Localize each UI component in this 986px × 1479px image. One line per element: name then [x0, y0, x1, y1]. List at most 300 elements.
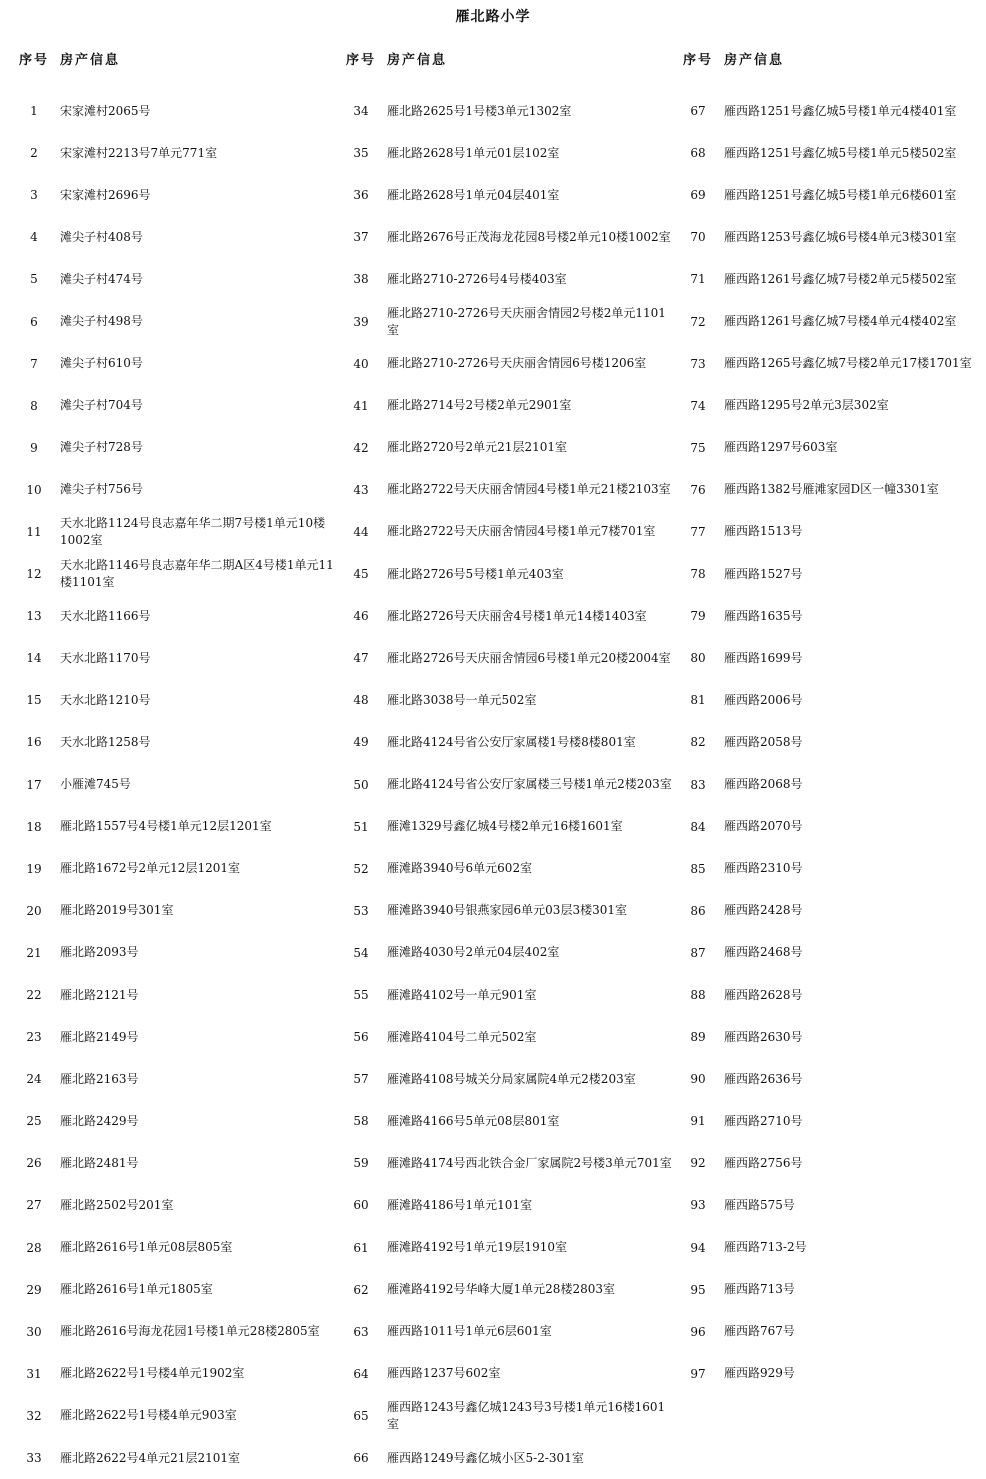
row-number: 50 [353, 777, 369, 792]
table-row [341, 1395, 673, 1437]
row-property-info: 雁西路2006号 [724, 692, 803, 707]
table-rows [14, 90, 344, 1479]
header-number: 序号 [682, 52, 713, 68]
row-number: 89 [690, 1030, 706, 1045]
row-number: 2 [30, 146, 38, 161]
table-row [678, 511, 986, 553]
row-number: 66 [353, 1451, 369, 1466]
row-property-info: 天水北路1124号良志嘉年华二期7号楼1单元10楼1002室 [60, 515, 326, 547]
table-rows [341, 90, 673, 1479]
row-number: 88 [690, 988, 706, 1003]
table-row [14, 1142, 344, 1184]
row-property-info: 雁北路2628号1单元04层401室 [387, 187, 560, 202]
row-property-info: 雁西路929号 [724, 1366, 795, 1381]
table-row [14, 1311, 344, 1353]
table-row [14, 1184, 344, 1226]
row-property-info: 雁西路1243号鑫亿城1243号3号楼1单元16楼1601室 [387, 1399, 666, 1431]
row-number: 30 [26, 1324, 42, 1339]
row-property-info: 雁西路575号 [724, 1197, 795, 1212]
row-number: 31 [26, 1366, 42, 1381]
row-number: 15 [26, 693, 42, 708]
table-row [678, 1184, 986, 1226]
table-row [14, 300, 344, 342]
table-row [678, 469, 986, 511]
table-row [14, 1437, 344, 1479]
table-row [341, 427, 673, 469]
row-number: 36 [353, 188, 369, 203]
table-row [678, 427, 986, 469]
row-number: 43 [353, 482, 369, 497]
row-number: 51 [353, 819, 369, 834]
row-number: 73 [690, 356, 706, 371]
table-row [341, 300, 673, 342]
table-row [14, 637, 344, 679]
row-property-info: 雁北路2502号201室 [60, 1197, 174, 1212]
row-number: 63 [353, 1324, 369, 1339]
row-property-info: 雁滩路4102号一单元901室 [387, 987, 537, 1002]
table-row [341, 258, 673, 300]
row-number: 75 [690, 440, 706, 455]
row-number: 45 [353, 567, 369, 582]
row-property-info: 雁北路2628号1单元01层102室 [387, 145, 560, 160]
table-row [678, 679, 986, 721]
table-row [678, 890, 986, 932]
row-number: 32 [26, 1408, 42, 1423]
table-row [14, 427, 344, 469]
row-property-info: 滩尖子村756号 [60, 482, 143, 497]
row-number: 70 [690, 230, 706, 245]
table-row [678, 848, 986, 890]
row-property-info: 雁北路2121号 [60, 987, 139, 1002]
page-title: 雁北路小学 [455, 9, 531, 25]
table-row [14, 258, 344, 300]
row-property-info: 雁滩路4166号5单元08层801室 [387, 1113, 560, 1128]
table-rows [678, 90, 986, 1395]
row-number: 59 [353, 1156, 369, 1171]
row-number: 4 [30, 230, 38, 245]
row-number: 8 [30, 398, 38, 413]
row-property-info: 雁北路2616号1单元08层805室 [60, 1240, 233, 1255]
row-property-info: 天水北路1170号 [60, 650, 151, 665]
row-property-info: 天水北路1166号 [60, 608, 151, 623]
row-number: 77 [690, 524, 706, 539]
row-number: 34 [353, 104, 369, 119]
row-property-info: 雁西路1251号鑫亿城5号楼1单元4楼401室 [724, 103, 957, 118]
row-property-info: 雁西路1295号2单元3层302室 [724, 398, 889, 413]
row-property-info: 雁北路4124号省公安厅家属楼三号楼1单元2楼203室 [387, 777, 672, 792]
row-number: 46 [353, 609, 369, 624]
row-number: 13 [26, 609, 42, 624]
row-property-info: 滩尖子村408号 [60, 229, 143, 244]
table-row [678, 258, 986, 300]
row-number: 95 [690, 1282, 706, 1297]
row-number: 65 [353, 1408, 369, 1423]
table-column-1 [14, 48, 344, 1479]
row-number: 25 [26, 1114, 42, 1129]
row-property-info: 雁西路2428号 [724, 903, 803, 918]
row-property-info: 雁北路2726号天庆丽舍4号楼1单元14楼1403室 [387, 608, 647, 623]
row-property-info: 雁西路2070号 [724, 819, 803, 834]
row-number: 52 [353, 861, 369, 876]
row-number: 1 [30, 104, 38, 119]
table-row [341, 1142, 673, 1184]
row-number: 39 [353, 314, 369, 329]
table-row [678, 1311, 986, 1353]
row-number: 49 [353, 735, 369, 750]
table-row [678, 1227, 986, 1269]
row-number: 83 [690, 777, 706, 792]
row-property-info: 雁北路2720号2单元21层2101室 [387, 440, 567, 455]
table-row [678, 595, 986, 637]
row-number: 22 [26, 988, 42, 1003]
row-number: 7 [30, 356, 38, 371]
table-row [341, 1353, 673, 1395]
row-property-info: 雁西路1297号603室 [724, 440, 838, 455]
row-property-info: 雁北路2622号1号楼4单元1902室 [60, 1366, 245, 1381]
table-row [678, 764, 986, 806]
table-row [14, 974, 344, 1016]
row-property-info: 雁滩路3940号6单元602室 [387, 861, 533, 876]
row-number: 69 [690, 188, 706, 203]
table-row [341, 806, 673, 848]
table-header [678, 48, 986, 68]
table-row [341, 1058, 673, 1100]
table-column-2 [341, 48, 673, 1479]
table-row [341, 1016, 673, 1058]
header-number: 序号 [345, 52, 376, 68]
row-property-info: 雁西路2058号 [724, 734, 803, 749]
row-number: 84 [690, 819, 706, 834]
row-property-info: 雁北路2622号1号楼4单元903室 [60, 1408, 237, 1423]
row-property-info: 雁西路1253号鑫亿城6号楼4单元3楼301室 [724, 229, 957, 244]
row-number: 58 [353, 1114, 369, 1129]
row-property-info: 雁西路2756号 [724, 1155, 803, 1170]
table-row [14, 806, 344, 848]
row-property-info: 雁西路2310号 [724, 861, 803, 876]
row-number: 14 [26, 651, 42, 666]
row-number: 86 [690, 903, 706, 918]
row-property-info: 雁北路4124号省公安厅家属楼1号楼8楼801室 [387, 734, 636, 749]
row-property-info: 雁北路2710-2726号天庆丽舍情园6号楼1206室 [387, 356, 647, 371]
row-property-info: 雁西路2636号 [724, 1071, 803, 1086]
row-number: 20 [26, 903, 42, 918]
row-number: 37 [353, 230, 369, 245]
table-column-3 [678, 48, 986, 1395]
table-row [341, 385, 673, 427]
row-property-info: 雁北路2616号海龙花园1号楼1单元28楼2805室 [60, 1324, 320, 1339]
row-number: 29 [26, 1282, 42, 1297]
row-property-info: 雁北路2722号天庆丽舍情园4号楼1单元7楼701室 [387, 524, 656, 539]
table-row [14, 132, 344, 174]
row-number: 78 [690, 567, 706, 582]
table-row [678, 974, 986, 1016]
row-property-info: 雁西路2068号 [724, 777, 803, 792]
header-number: 序号 [18, 52, 49, 68]
row-property-info: 雁西路1261号鑫亿城7号楼4单元4楼402室 [724, 314, 957, 329]
table-row [678, 174, 986, 216]
table-row [341, 174, 673, 216]
row-number: 62 [353, 1282, 369, 1297]
row-property-info: 天水北路1146号良志嘉年华二期A区4号楼1单元11楼1101室 [60, 558, 334, 590]
table-row [341, 1311, 673, 1353]
table-row [341, 932, 673, 974]
table-row [14, 385, 344, 427]
row-property-info: 滩尖子村474号 [60, 271, 143, 286]
table-header [341, 48, 673, 68]
table-row [678, 1016, 986, 1058]
row-number: 12 [26, 567, 42, 582]
row-number: 44 [353, 524, 369, 539]
row-property-info: 雁滩路4108号城关分局家属院4单元2楼203室 [387, 1071, 636, 1086]
table-row [341, 1184, 673, 1226]
table-row [678, 90, 986, 132]
table-row [341, 1227, 673, 1269]
header-property-info: 房产信息 [724, 52, 785, 68]
row-number: 18 [26, 819, 42, 834]
table-row [14, 595, 344, 637]
row-property-info: 雁西路2630号 [724, 1029, 803, 1044]
row-number: 10 [26, 482, 42, 497]
row-number: 74 [690, 398, 706, 413]
table-row [678, 1058, 986, 1100]
row-property-info: 雁北路2429号 [60, 1113, 139, 1128]
table-row [14, 1058, 344, 1100]
table-row [341, 679, 673, 721]
row-property-info: 宋家滩村2065号 [60, 103, 151, 118]
table-row [678, 1353, 986, 1395]
row-number: 71 [690, 272, 706, 287]
row-number: 42 [353, 440, 369, 455]
table-row [341, 553, 673, 595]
table-row [341, 1100, 673, 1142]
table-row [341, 511, 673, 553]
table-row [678, 343, 986, 385]
row-property-info: 雁滩路4192号1单元19层1910室 [387, 1240, 567, 1255]
row-property-info: 雁北路2726号天庆丽舍情园6号楼1单元20楼2004室 [387, 650, 671, 665]
row-number: 80 [690, 651, 706, 666]
row-property-info: 雁北路2726号5号楼1单元403室 [387, 566, 564, 581]
row-number: 82 [690, 735, 706, 750]
row-number: 93 [690, 1198, 706, 1213]
row-property-info: 雁北路2722号天庆丽舍情园4号楼1单元21楼2103室 [387, 482, 671, 497]
row-property-info: 雁北路2710-2726号4号楼403室 [387, 271, 567, 286]
row-number: 33 [26, 1451, 42, 1466]
row-property-info: 雁滩路4192号华峰大厦1单元28楼2803室 [387, 1282, 615, 1297]
table-row [678, 932, 986, 974]
table-row [14, 1269, 344, 1311]
row-property-info: 雁北路2710-2726号天庆丽舍情园2号楼2单元1101室 [387, 305, 666, 337]
row-property-info: 雁西路1011号1单元6层601室 [387, 1324, 552, 1339]
table-row [14, 679, 344, 721]
row-property-info: 雁北路2093号 [60, 945, 139, 960]
row-property-info: 雁西路1249号鑫亿城小区5-2-301室 [387, 1450, 584, 1465]
table-row [678, 1142, 986, 1184]
row-number: 64 [353, 1366, 369, 1381]
row-property-info: 雁滩路3940号银燕家园6单元03层3楼301室 [387, 903, 627, 918]
row-number: 87 [690, 945, 706, 960]
row-property-info: 滩尖子村610号 [60, 356, 143, 371]
row-number: 79 [690, 609, 706, 624]
row-number: 17 [26, 777, 42, 792]
table-row [341, 721, 673, 763]
row-property-info: 小雁滩745号 [60, 777, 131, 792]
row-property-info: 雁西路1251号鑫亿城5号楼1单元6楼601室 [724, 187, 957, 202]
row-number: 26 [26, 1156, 42, 1171]
row-property-info: 雁滩路4104号二单元502室 [387, 1029, 537, 1044]
row-property-info: 雁北路1672号2单元12层1201室 [60, 861, 240, 876]
row-number: 61 [353, 1240, 369, 1255]
row-number: 16 [26, 735, 42, 750]
row-property-info: 雁北路2616号1单元1805室 [60, 1282, 213, 1297]
row-number: 48 [353, 693, 369, 708]
table-row [341, 764, 673, 806]
row-property-info: 雁西路1527号 [724, 566, 803, 581]
table-row [14, 764, 344, 806]
row-number: 56 [353, 1030, 369, 1045]
row-property-info: 滩尖子村704号 [60, 398, 143, 413]
row-property-info: 宋家滩村2213号7单元771室 [60, 145, 218, 160]
row-number: 68 [690, 146, 706, 161]
table-row [341, 974, 673, 1016]
table-row [14, 553, 344, 595]
row-property-info: 天水北路1210号 [60, 692, 151, 707]
row-property-info: 雁滩路4186号1单元101室 [387, 1197, 533, 1212]
table-row [341, 216, 673, 258]
row-number: 90 [690, 1072, 706, 1087]
table-row [14, 174, 344, 216]
row-number: 92 [690, 1156, 706, 1171]
table-row [14, 216, 344, 258]
row-number: 21 [26, 945, 42, 960]
row-number: 60 [353, 1198, 369, 1213]
row-property-info: 雁滩路4030号2单元04层402室 [387, 945, 560, 960]
row-number: 27 [26, 1198, 42, 1213]
table-row [341, 1437, 673, 1479]
table-row [341, 595, 673, 637]
table-row [678, 1100, 986, 1142]
table-row [341, 890, 673, 932]
row-number: 40 [353, 356, 369, 371]
table-row [678, 300, 986, 342]
row-number: 9 [30, 440, 38, 455]
row-number: 76 [690, 482, 706, 497]
row-property-info: 雁滩路4174号西北铁合金厂家属院2号楼3单元701室 [387, 1155, 672, 1170]
row-property-info: 雁北路2163号 [60, 1071, 139, 1086]
row-property-info: 雁西路2468号 [724, 945, 803, 960]
row-property-info: 雁北路2019号301室 [60, 903, 174, 918]
row-number: 72 [690, 314, 706, 329]
table-row [678, 806, 986, 848]
row-property-info: 雁北路1557号4号楼1单元12层1201室 [60, 819, 272, 834]
row-number: 53 [353, 903, 369, 918]
row-property-info: 滩尖子村728号 [60, 440, 143, 455]
row-property-info: 雁西路1261号鑫亿城7号楼2单元5楼502室 [724, 271, 957, 286]
row-number: 91 [690, 1114, 706, 1129]
row-property-info: 雁西路767号 [724, 1324, 795, 1339]
table-row [14, 890, 344, 932]
row-number: 85 [690, 861, 706, 876]
table-row [678, 637, 986, 679]
row-property-info: 雁西路1699号 [724, 650, 803, 665]
table-row [14, 511, 344, 553]
row-property-info: 雁北路2622号4单元21层2101室 [60, 1450, 240, 1465]
table-row [678, 216, 986, 258]
table-row [14, 1227, 344, 1269]
row-property-info: 雁北路3038号一单元502室 [387, 692, 537, 707]
row-property-info: 雁北路2481号 [60, 1155, 139, 1170]
table-row [14, 1353, 344, 1395]
row-number: 11 [26, 524, 42, 539]
table-row [14, 469, 344, 511]
row-property-info: 雁西路713-2号 [724, 1240, 807, 1255]
row-property-info: 宋家滩村2696号 [60, 187, 151, 202]
row-number: 67 [690, 104, 706, 119]
table-row [14, 932, 344, 974]
row-property-info: 天水北路1258号 [60, 734, 151, 749]
table-row [341, 848, 673, 890]
row-property-info: 雁西路713号 [724, 1282, 795, 1297]
table-row [14, 848, 344, 890]
table-row [14, 721, 344, 763]
table-row [14, 1100, 344, 1142]
row-number: 94 [690, 1240, 706, 1255]
table-row [678, 553, 986, 595]
table-row [14, 1395, 344, 1437]
row-property-info: 雁西路2628号 [724, 987, 803, 1002]
table-row [14, 1016, 344, 1058]
row-number: 28 [26, 1240, 42, 1255]
row-number: 81 [690, 693, 706, 708]
row-number: 41 [353, 398, 369, 413]
row-property-info: 雁北路2149号 [60, 1029, 139, 1044]
row-property-info: 雁北路2714号2号楼2单元2901室 [387, 398, 572, 413]
row-number: 24 [26, 1072, 42, 1087]
table-row [341, 132, 673, 174]
row-number: 47 [353, 651, 369, 666]
row-number: 55 [353, 988, 369, 1003]
row-number: 35 [353, 146, 369, 161]
row-number: 54 [353, 945, 369, 960]
row-number: 96 [690, 1324, 706, 1339]
table-row [678, 721, 986, 763]
header-property-info: 房产信息 [387, 52, 448, 68]
table-row [341, 1269, 673, 1311]
row-number: 38 [353, 272, 369, 287]
header-property-info: 房产信息 [60, 52, 121, 68]
row-property-info: 雁滩1329号鑫亿城4号楼2单元16楼1601室 [387, 819, 623, 834]
row-number: 5 [30, 272, 38, 287]
row-number: 19 [26, 861, 42, 876]
row-number: 23 [26, 1030, 42, 1045]
table-row [341, 637, 673, 679]
table-header [14, 48, 344, 68]
table-row [14, 90, 344, 132]
row-property-info: 雁西路1513号 [724, 524, 803, 539]
row-number: 3 [30, 188, 38, 203]
row-property-info: 雁西路1635号 [724, 608, 803, 623]
row-number: 97 [690, 1366, 706, 1381]
row-property-info: 雁西路1382号雁滩家园D区一幢3301室 [724, 482, 939, 497]
row-property-info: 雁西路1251号鑫亿城5号楼1单元5楼502室 [724, 145, 957, 160]
row-number: 57 [353, 1072, 369, 1087]
row-property-info: 滩尖子村498号 [60, 314, 143, 329]
table-row [678, 132, 986, 174]
row-property-info: 雁西路2710号 [724, 1113, 803, 1128]
row-number: 6 [30, 314, 38, 329]
table-row [341, 469, 673, 511]
row-property-info: 雁北路2625号1号楼3单元1302室 [387, 103, 572, 118]
row-property-info: 雁北路2676号正茂海龙花园8号楼2单元10楼1002室 [387, 229, 671, 244]
